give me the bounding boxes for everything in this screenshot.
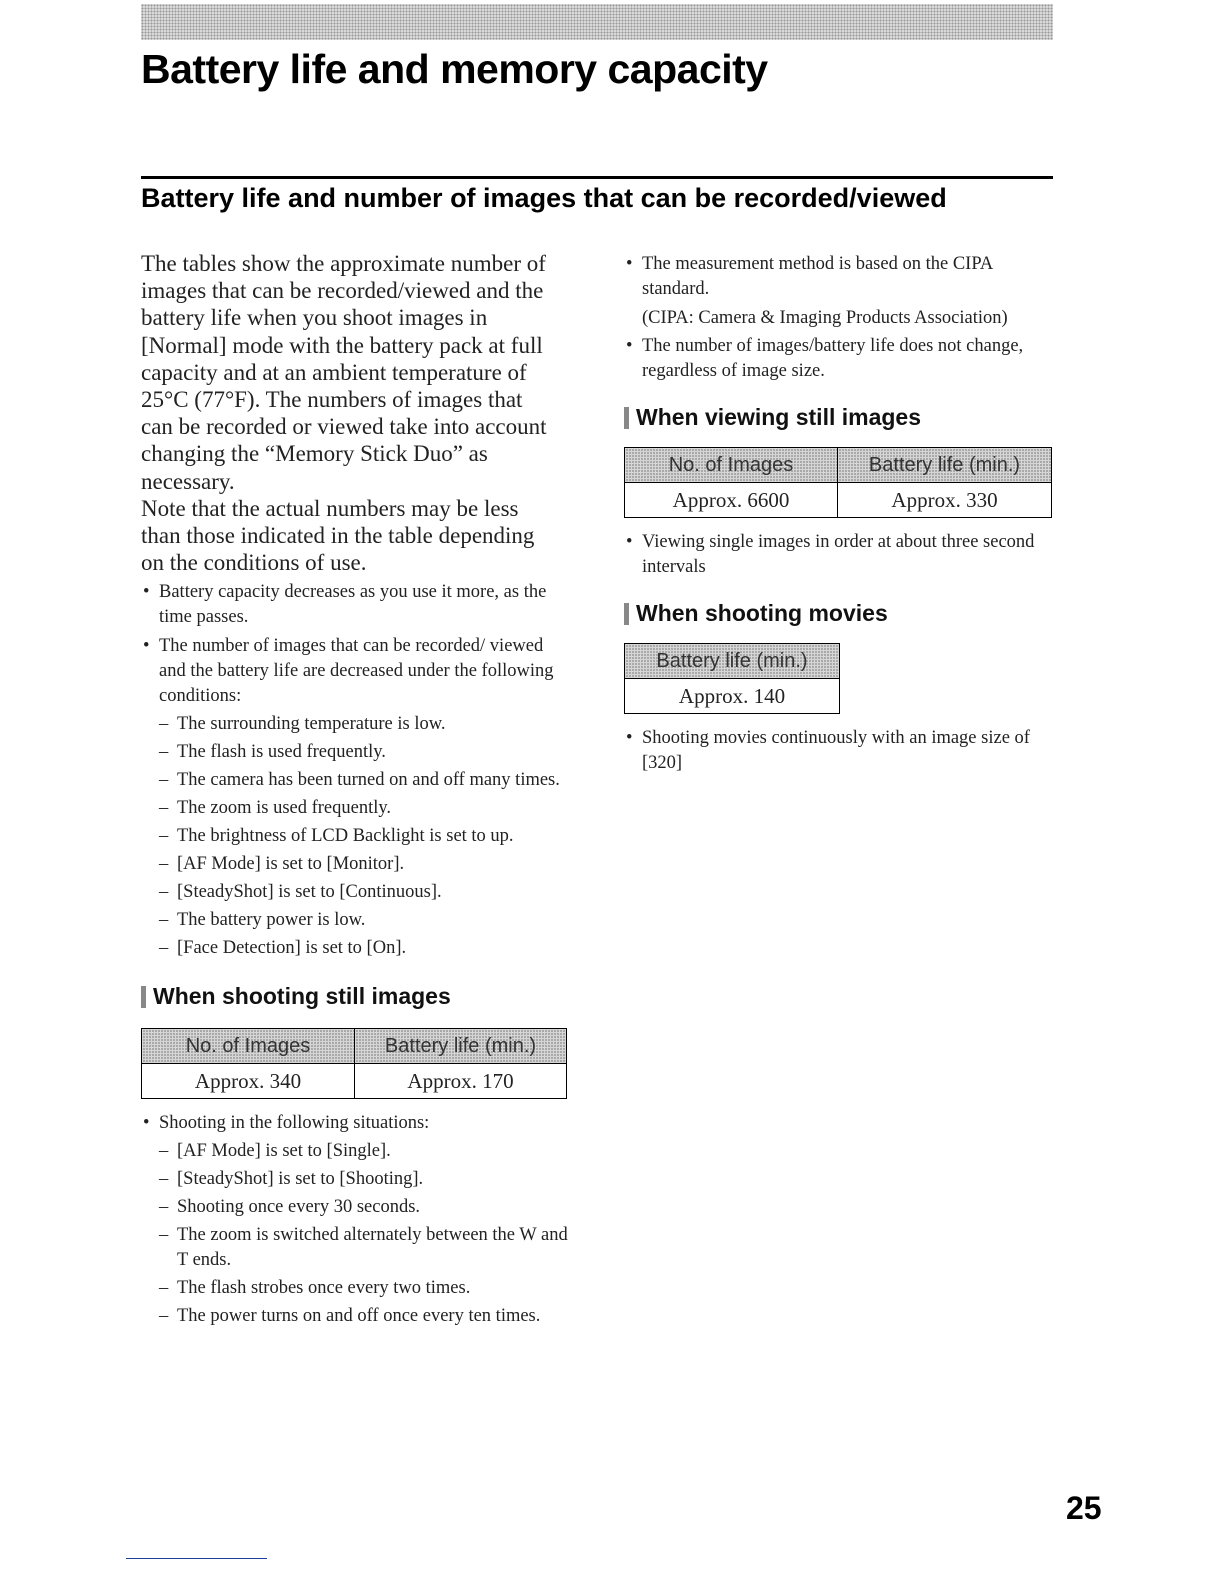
- movies-notes: [624, 726, 1054, 776]
- viewing-notes: [624, 530, 1054, 580]
- intro-line: [Normal] mode with the battery pack at full: [141, 332, 543, 358]
- situations-list: [159, 1139, 571, 1329]
- list-item: – [SteadyShot] is set to [Shooting].: [159, 1167, 571, 1192]
- cipa-note: [624, 252, 1054, 331]
- intro-line: on the conditions of use.: [141, 550, 367, 576]
- cipa-sub: (CIPA: Camera & Imaging Products Association): [642, 308, 1008, 328]
- measurement-notes: [624, 252, 1054, 384]
- list-item: – The power turns on and off once every ten times.: [159, 1304, 571, 1329]
- list-item: – The surrounding temperature is low.: [159, 712, 571, 737]
- conditions-list: [159, 712, 571, 961]
- section-divider: [141, 176, 1053, 179]
- notes-list: [141, 580, 571, 961]
- list-item: – The flash strobes once every two times.: [159, 1276, 571, 1301]
- still-heading-text: When shooting still images: [153, 983, 451, 1010]
- table-cell: Approx. 140: [625, 679, 840, 714]
- cipa-text: The measurement method is based on the CIPA standard.: [642, 254, 993, 299]
- intro-line: necessary.: [141, 468, 235, 494]
- intro-line: images that can be recorded/viewed and the: [141, 278, 544, 304]
- list-item: – [AF Mode] is set to [Single].: [159, 1139, 571, 1164]
- still-table: [141, 1028, 567, 1099]
- viewing-heading-text: When viewing still images: [636, 404, 922, 430]
- conditions-note: [141, 634, 571, 961]
- movies-table: [624, 643, 840, 714]
- column-header: No. of Images: [625, 448, 838, 483]
- right-column: [624, 252, 1054, 776]
- conditions-intro: The number of images that can be recorded/ viewed and the battery life are decreased under the following conditions:: [159, 636, 554, 707]
- heading-marker: [624, 407, 629, 429]
- list-item: – The camera has been turned on and off many times.: [159, 768, 571, 793]
- viewing-table: [624, 447, 1052, 518]
- capacity-note: • Battery capacity decreases as you use it more, as the time passes.: [141, 580, 571, 630]
- list-item: – The flash is used frequently.: [159, 740, 571, 765]
- intro-line: The tables show the approximate number of: [141, 251, 546, 276]
- section-title: Battery life and number of images that can be recorded/viewed: [141, 183, 947, 213]
- heading-marker: [624, 603, 629, 625]
- intro-line: capacity and at an ambient temperature of: [141, 359, 527, 385]
- viewing-heading: [624, 404, 1054, 431]
- page-title: Battery life and memory capacity: [141, 46, 768, 92]
- heading-marker: [141, 986, 146, 1008]
- column-header: Battery life (min.): [625, 644, 840, 679]
- list-item: – [AF Mode] is set to [Monitor].: [159, 852, 571, 877]
- table-cell: Approx. 170: [355, 1064, 567, 1099]
- list-item: – Shooting once every 30 seconds.: [159, 1195, 571, 1220]
- intro-line: Note that the actual numbers may be less: [141, 495, 519, 521]
- header-band: [141, 4, 1053, 40]
- column-header: Battery life (min.): [838, 448, 1052, 483]
- still-notes: [141, 1111, 571, 1329]
- size-note: • The number of images/battery life does not change, regardless of image size.: [624, 334, 1054, 384]
- movies-note: • Shooting movies continuously with an image size of [320]: [624, 726, 1054, 776]
- page-number: 25: [1066, 1490, 1102, 1526]
- list-item: – The zoom is used frequently.: [159, 796, 571, 821]
- intro-line: can be recorded or viewed take into account: [141, 414, 547, 440]
- intro-line: changing the “Memory Stick Duo” as: [141, 441, 488, 467]
- intro-line: battery life when you shoot images in: [141, 305, 488, 331]
- list-item: – [SteadyShot] is set to [Continuous].: [159, 880, 571, 905]
- still-heading: [141, 983, 571, 1010]
- list-item: – The zoom is switched alternately between the W and T ends.: [159, 1223, 571, 1273]
- viewing-note: • Viewing single images in order at about three second intervals: [624, 530, 1054, 580]
- table-cell: Approx. 6600: [625, 483, 838, 518]
- footer-rule: [126, 1558, 267, 1559]
- situations-note: [141, 1111, 571, 1329]
- intro-line: 25°C (77°F). The numbers of images that: [141, 387, 523, 413]
- table-cell: Approx. 330: [838, 483, 1052, 518]
- table-cell: Approx. 340: [142, 1064, 355, 1099]
- movies-heading: [624, 600, 1054, 627]
- list-item: – The brightness of LCD Backlight is set to up.: [159, 824, 571, 849]
- column-header: Battery life (min.): [355, 1029, 567, 1064]
- movies-heading-text: When shooting movies: [636, 600, 888, 626]
- intro-line: than those indicated in the table depending: [141, 523, 535, 549]
- left-column: [141, 250, 571, 1329]
- intro-paragraph: [141, 250, 571, 576]
- list-item: – [Face Detection] is set to [On].: [159, 936, 571, 961]
- column-header: No. of Images: [142, 1029, 355, 1064]
- list-item: – The battery power is low.: [159, 908, 571, 933]
- situations-intro: Shooting in the following situations:: [159, 1113, 430, 1134]
